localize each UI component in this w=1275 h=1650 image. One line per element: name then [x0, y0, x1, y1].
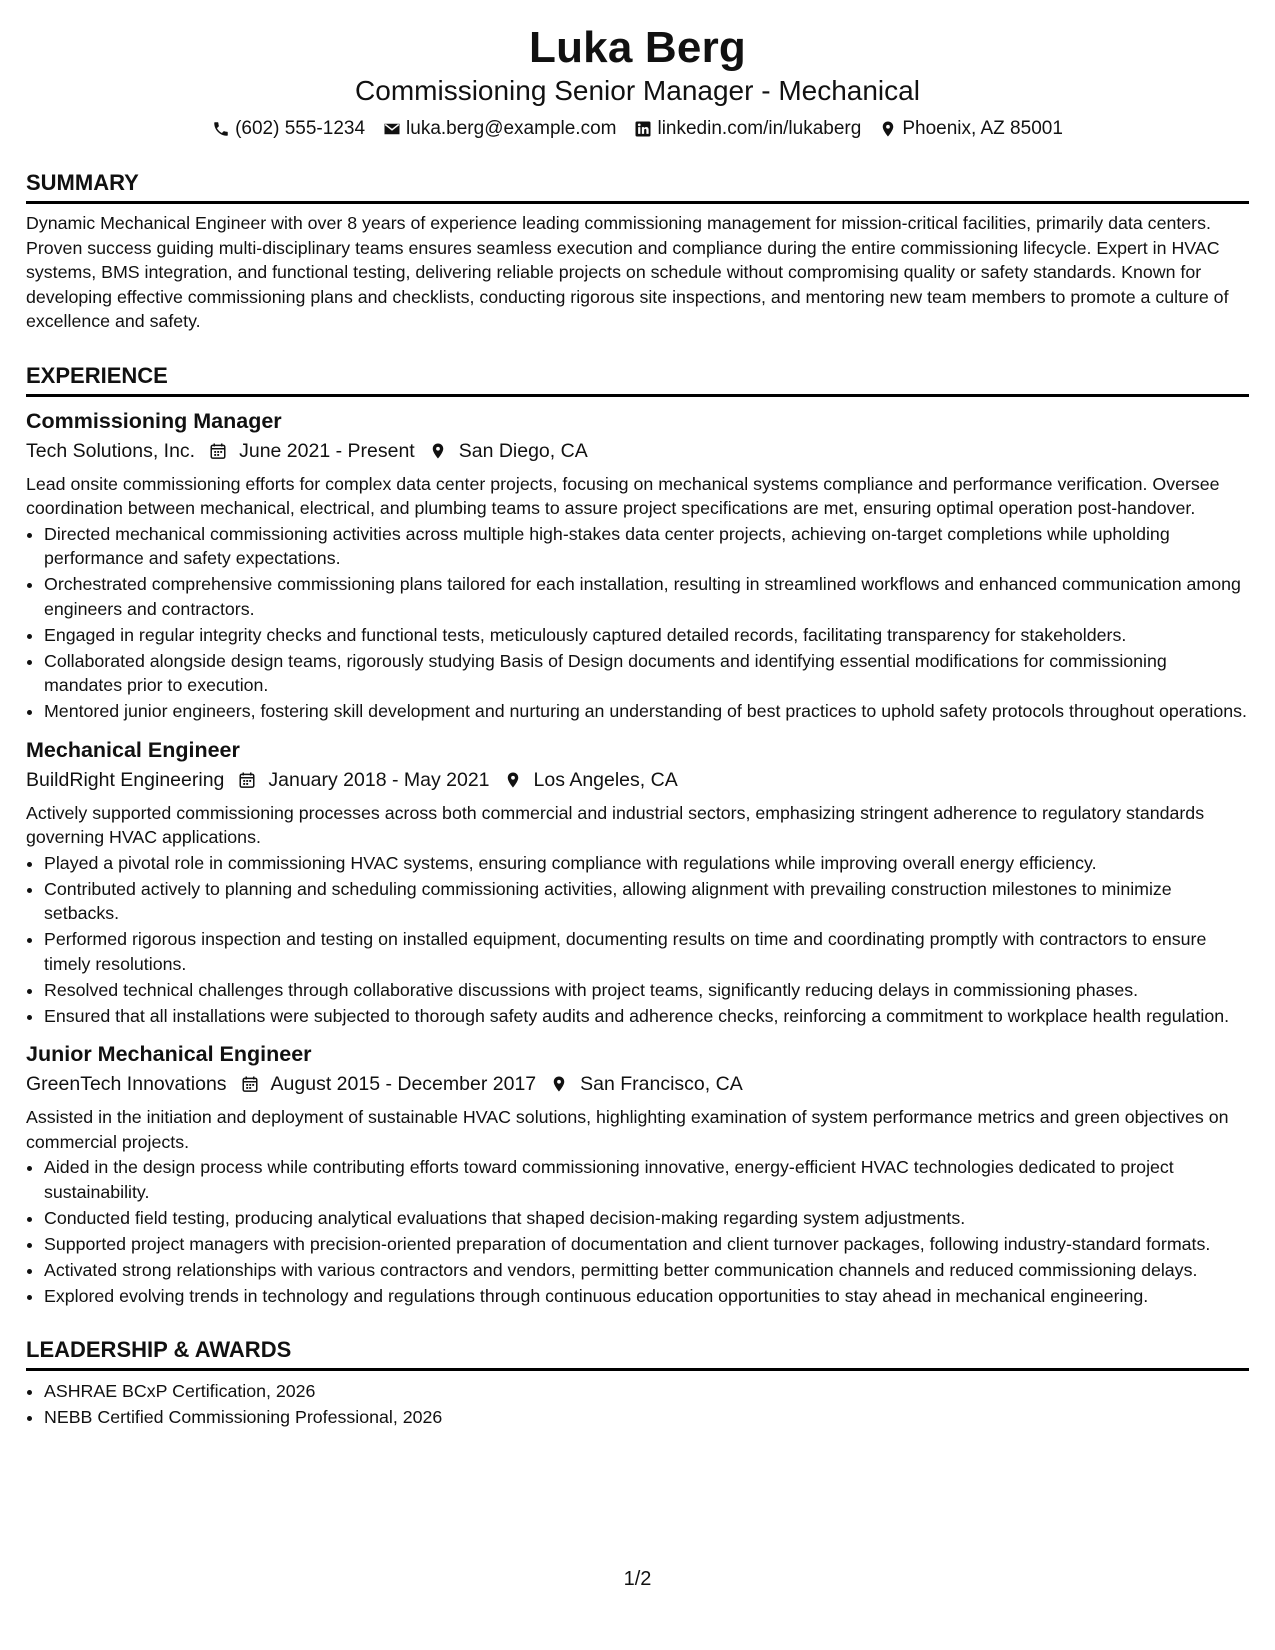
- list-item: • Directed mechanical commissioning activities across multiple high-stakes data center projects, achieving on-target completions while upholding performance and safety expectations.: [44, 522, 1249, 571]
- envelope-icon: [383, 120, 401, 138]
- section-title-awards: LEADERSHIP & AWARDS: [26, 1336, 1249, 1371]
- list-item: • Conducted field testing, producing analytical evaluations that shaped decision-making regarding system adjustments.: [44, 1206, 1249, 1231]
- experience-section: [26, 362, 1249, 1309]
- list-item: • Played a pivotal role in commissioning HVAC systems, ensuring compliance with regulations while improving overall energy efficiency.: [44, 851, 1249, 876]
- job-location: San Diego, CA: [458, 439, 588, 462]
- calendar-icon: [238, 771, 256, 789]
- candidate-name: Luka Berg: [529, 23, 746, 72]
- awards-section: [26, 1336, 1249, 1430]
- summary-text: Dynamic Mechanical Engineer with over 8 years of experience leading commissioning management for mission-critical facilities, primarily data centers. Proven success guiding multi-disciplinary teams ensures seamless execution and compliance during the entire commissioning lifecycle. Expert in HVAC systems, BMS integration, and functional testing, delivering reliable projects on schedule without compromising quality or safety standards. Known for developing effective commissioning plans and checklists, conducting rigorous site inspections, and mentoring new team members to promote a culture of excellence and safety.: [26, 213, 1229, 331]
- list-item: • Explored evolving trends in technology and regulations through continuous education opportunities to stay ahead in mechanical engineering.: [44, 1284, 1249, 1309]
- list-item: • Engaged in regular integrity checks and functional tests, meticulously captured detailed records, facilitating transparency for stakeholders.: [44, 623, 1249, 648]
- calendar-icon: [209, 442, 227, 460]
- location-text: Phoenix, AZ 85001: [902, 118, 1063, 139]
- list-item: • Mentored junior engineers, fostering skill development and nurturing an understanding of best practices to uphold safety protocols throughout operations.: [44, 699, 1249, 724]
- section-title-summary: SUMMARY: [26, 169, 1249, 204]
- job-dates: June 2021 - Present: [239, 439, 415, 462]
- list-item: • Activated strong relationships with various contractors and vendors, permitting better communication channels and reduced commissioning delays.: [44, 1258, 1249, 1283]
- list-item: • Orchestrated comprehensive commissioning plans tailored for each installation, resulting in streamlined workflows and enhanced communication among engineers and contractors.: [44, 572, 1249, 621]
- awards-list: [26, 1379, 1249, 1430]
- job-bullets: [26, 522, 1249, 724]
- linkedin-icon: [634, 120, 652, 138]
- list-item: • Supported project managers with precision-oriented preparation of documentation and client turnover packages, following industry-standard formats.: [44, 1232, 1249, 1257]
- job-entry: [26, 407, 1249, 724]
- job-entry: [26, 736, 1249, 1029]
- map-pin-icon: [504, 771, 522, 789]
- job-meta: [26, 1070, 1249, 1098]
- job-meta: [26, 766, 1249, 794]
- phone-text: (602) 555-1234: [235, 118, 366, 139]
- job-bullets: [26, 1155, 1249, 1308]
- map-pin-icon: [879, 120, 897, 138]
- list-item: • Performed rigorous inspection and testing on installed equipment, documenting results on time and coordinating promptly with contractors to ensure timely resolutions.: [44, 927, 1249, 976]
- section-title-experience: EXPERIENCE: [26, 362, 1249, 397]
- contact-email[interactable]: [383, 117, 616, 141]
- map-pin-icon: [429, 442, 447, 460]
- company-name: BuildRight Engineering: [26, 768, 225, 791]
- company-name: Tech Solutions, Inc.: [26, 439, 196, 462]
- page-number: 1/2: [623, 1568, 652, 1590]
- job-description: Assisted in the initiation and deployment of sustainable HVAC solutions, highlighting examination of system performance metrics and green objectives on commercial projects.: [26, 1107, 1229, 1152]
- linkedin-link[interactable]: linkedin.com/in/lukaberg: [657, 118, 862, 139]
- contact-linkedin[interactable]: [634, 117, 861, 141]
- list-item: • NEBB Certified Commissioning Professional, 2026: [44, 1405, 1249, 1430]
- list-item: • Ensured that all installations were subjected to thorough safety audits and adherence checks, reinforcing a commitment to workplace health regulation.: [44, 1004, 1249, 1029]
- contact-bar: [26, 117, 1249, 141]
- list-item: • Resolved technical challenges through collaborative discussions with project teams, significantly reducing delays in commissioning phases.: [44, 978, 1249, 1003]
- job-location: San Francisco, CA: [580, 1073, 743, 1095]
- calendar-icon: [241, 1075, 259, 1093]
- job-meta: [26, 437, 1249, 465]
- contact-location: [879, 117, 1063, 141]
- job-title: Commissioning Manager: [26, 408, 282, 433]
- job-bullets: [26, 851, 1249, 1029]
- phone-icon: [212, 120, 230, 138]
- email-link[interactable]: luka.berg@example.com: [406, 118, 617, 139]
- job-title: Mechanical Engineer: [26, 737, 240, 762]
- job-description: Lead onsite commissioning efforts for complex data center projects, focusing on mechanical systems compliance and performance verification. Oversee coordination between mechanical, electrical, and plumbing teams to assure project specifications are met, ensuring optimal operation post-handover.: [26, 473, 1220, 518]
- job-description: Actively supported commissioning processes across both commercial and industrial sectors, emphasizing stringent adherence to regulatory standards governing HVAC applications.: [26, 802, 1205, 847]
- job-dates: August 2015 - December 2017: [270, 1073, 537, 1095]
- company-name: GreenTech Innovations: [26, 1073, 227, 1095]
- contact-phone: [212, 117, 365, 141]
- job-entry: [26, 1040, 1249, 1308]
- job-title: Junior Mechanical Engineer: [26, 1042, 312, 1066]
- summary-section: [26, 169, 1249, 334]
- job-dates: January 2018 - May 2021: [268, 768, 490, 791]
- list-item: • ASHRAE BCxP Certification, 2026: [44, 1379, 1249, 1404]
- list-item: • Contributed actively to planning and scheduling commissioning activities, allowing alignment with prevailing construction milestones to minimize setbacks.: [44, 877, 1249, 926]
- list-item: • Collaborated alongside design teams, rigorously studying Basis of Design documents and identifying essential modifications for commissioning mandates prior to execution.: [44, 649, 1249, 698]
- candidate-headline: Commissioning Senior Manager - Mechanical: [355, 75, 920, 106]
- list-item: • Aided in the design process while contributing efforts toward commissioning innovative, energy-efficient HVAC technologies dedicated to project sustainability.: [44, 1155, 1249, 1204]
- map-pin-icon: [550, 1075, 568, 1093]
- job-location: Los Angeles, CA: [533, 768, 678, 791]
